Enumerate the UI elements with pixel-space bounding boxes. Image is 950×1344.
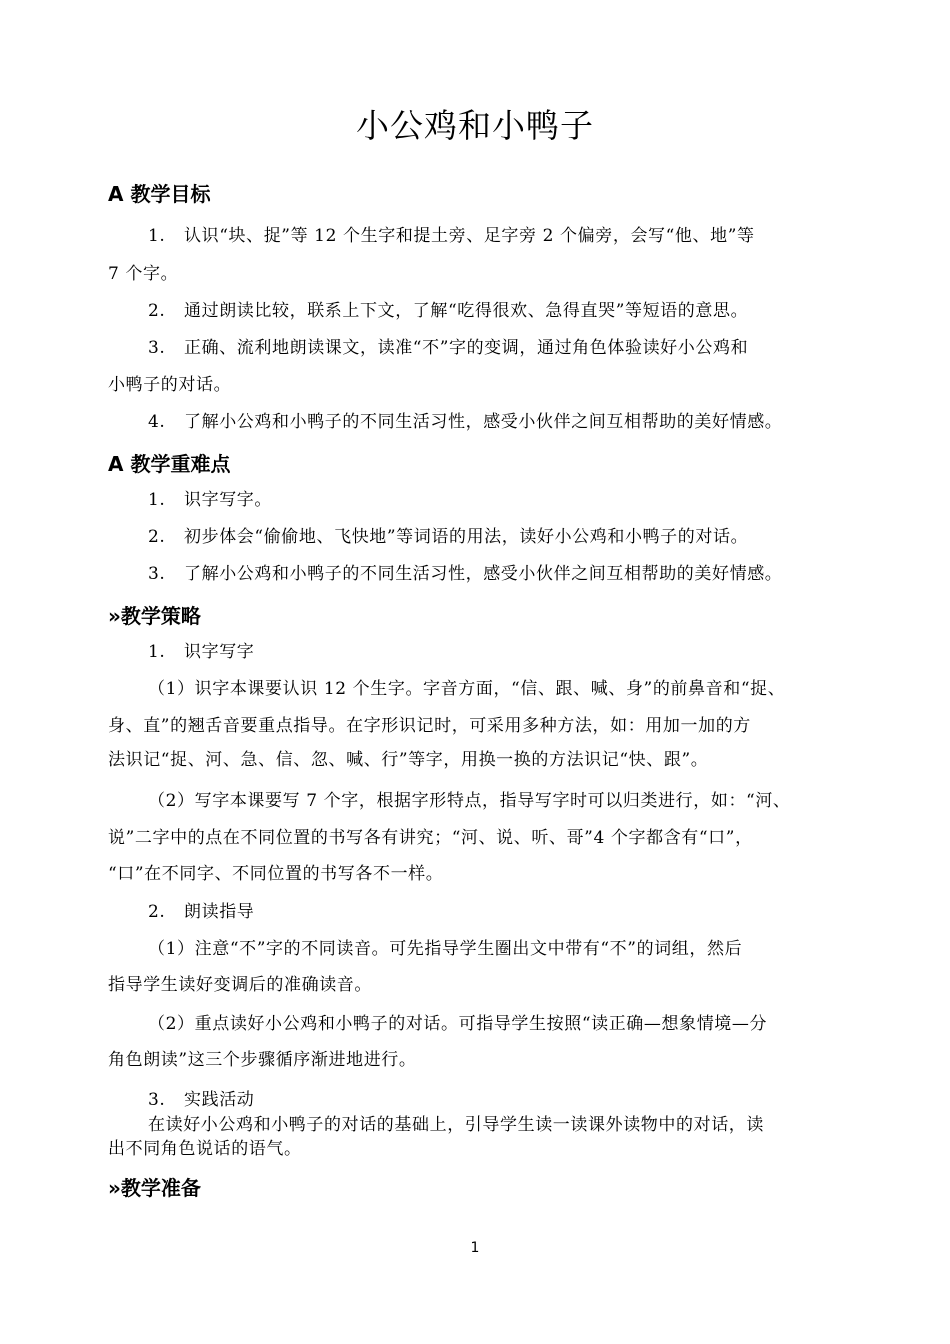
strategy-number: 3. xyxy=(148,1090,166,1110)
keypoint-text: 初步体会“偷偷地、飞快地”等词语的用法，读好小公鸡和小鸭子的对话。 xyxy=(184,527,749,547)
keypoint-number: 3. xyxy=(148,564,166,584)
strategy-paragraph-line: 指导学生读好变调后的准确读音。 xyxy=(108,975,372,995)
strategy-number: 1. xyxy=(148,642,166,662)
page-title: 小公鸡和小鸭子 xyxy=(356,106,594,145)
strategy-number: 2. xyxy=(148,902,166,922)
goal-number: 4. xyxy=(148,412,166,432)
section-heading-preparation: »教学准备 xyxy=(108,1176,201,1200)
strategy-paragraph-line: （2）写字本课要写 7 个字，根据字形特点，指导写字时可以归类进行，如：“河、 xyxy=(148,791,791,811)
strategy-paragraph-line: 在读好小公鸡和小鸭子的对话的基础上，引导学生读一读课外读物中的对话，读 xyxy=(148,1115,764,1135)
strategy-paragraph-line: 出不同角色说话的语气。 xyxy=(108,1139,302,1159)
strategy-paragraph-line: 法识记“捉、河、急、信、忽、喊、行”等字，用换一换的方法识记“快、跟”。 xyxy=(108,750,709,770)
goal-item-3 xyxy=(148,333,748,358)
strategy-subtitle-text: 实践活动 xyxy=(184,1090,255,1110)
strategy-paragraph-line: （2）重点读好小公鸡和小鸭子的对话。可指导学生按照“读正确—想象情境—分 xyxy=(148,1014,768,1034)
keypoint-number: 1. xyxy=(148,490,166,510)
keypoint-item-1 xyxy=(148,485,272,510)
strategy-subtitle-3 xyxy=(148,1085,254,1110)
strategy-subtitle-text: 朗读指导 xyxy=(184,902,255,922)
strategy-paragraph-line: 身、直”的翘舌音要重点指导。在字形识记时，可采用多种方法，如：用加一加的方 xyxy=(108,716,751,736)
goal-number: 2. xyxy=(148,301,166,321)
goal-text: 了解小公鸡和小鸭子的不同生活习性，感受小伙伴之间互相帮助的美好情感。 xyxy=(184,412,783,432)
goal-text: 认识“块、捉”等 12 个生字和提土旁、足字旁 2 个偏旁，会写“他、地”等 xyxy=(184,226,755,246)
goal-item-3-cont: 小鸭子的对话。 xyxy=(108,375,232,395)
strategy-paragraph-line: （1）识字本课要认识 12 个生字。字音方面，“信、跟、喊、身”的前鼻音和“捉、 xyxy=(148,679,786,699)
goal-item-1 xyxy=(148,221,755,246)
strategy-paragraph-line: 说”二字中的点在不同位置的书写各有讲究；“河、说、听、哥”4 个字都含有“口”， xyxy=(108,828,753,848)
keypoint-item-2 xyxy=(148,522,748,547)
section-heading-keypoints: A 教学重难点 xyxy=(108,452,231,476)
strategy-paragraph-line: （1）注意“不”字的不同读音。可先指导学生圈出文中带有“不”的词组，然后 xyxy=(148,939,743,959)
goal-number: 1. xyxy=(148,226,166,246)
keypoint-item-3 xyxy=(148,559,782,584)
strategy-subtitle-1 xyxy=(148,637,254,662)
keypoint-text: 了解小公鸡和小鸭子的不同生活习性，感受小伙伴之间互相帮助的美好情感。 xyxy=(184,564,783,584)
goal-text: 通过朗读比较，联系上下文，了解“吃得很欢、急得直哭”等短语的意思。 xyxy=(184,301,749,321)
goal-number: 3. xyxy=(148,338,166,358)
section-heading-goals: A 教学目标 xyxy=(108,182,211,206)
goal-text: 正确、流利地朗读课文，读准“不”字的变调，通过角色体验读好小公鸡和 xyxy=(184,338,749,358)
goal-item-4 xyxy=(148,407,782,432)
section-heading-strategy: »教学策略 xyxy=(108,604,201,628)
strategy-subtitle-2 xyxy=(148,897,254,922)
keypoint-number: 2. xyxy=(148,527,166,547)
strategy-subtitle-text: 识字写字 xyxy=(184,642,255,662)
strategy-paragraph-line: 角色朗读”这三个步骤循序渐进地进行。 xyxy=(108,1050,417,1070)
page-number: 1 xyxy=(470,1240,480,1256)
goal-item-2 xyxy=(148,296,748,321)
goal-item-1-cont: 7 个字。 xyxy=(108,264,179,284)
keypoint-text: 识字写字。 xyxy=(184,490,272,510)
strategy-paragraph-line: “口”在不同字、不同位置的书写各不一样。 xyxy=(108,864,444,884)
